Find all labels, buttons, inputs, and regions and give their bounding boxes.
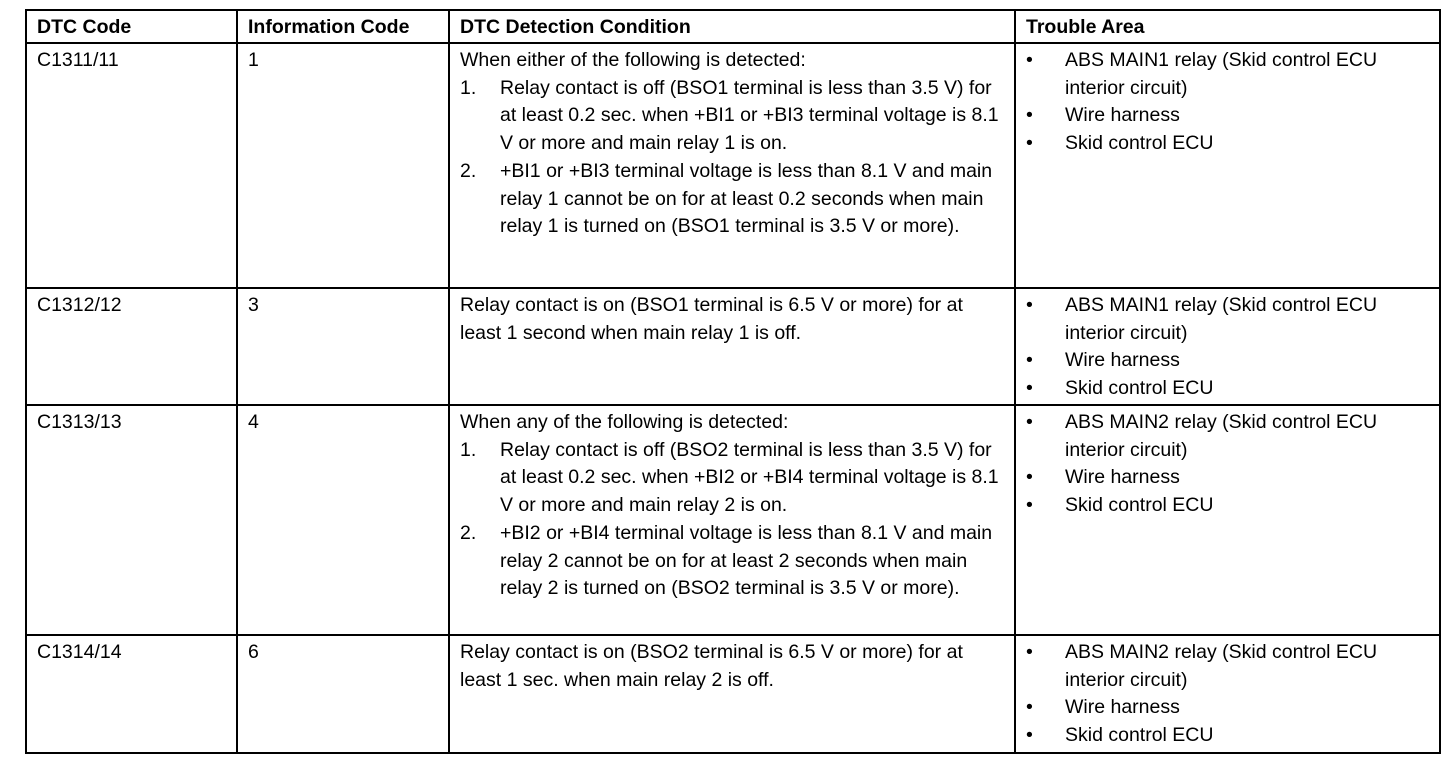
trouble-area-item bbox=[1026, 694, 1431, 722]
condition-item bbox=[460, 75, 1006, 158]
dtc-code-cell: C1313/13 bbox=[26, 405, 237, 635]
information-code-cell: 6 bbox=[237, 635, 449, 753]
trouble-area-item bbox=[1026, 492, 1431, 520]
bullet-icon: • bbox=[1026, 349, 1033, 372]
condition-number: 2. bbox=[460, 521, 477, 544]
condition-number: 1. bbox=[460, 76, 477, 99]
trouble-area-list bbox=[1026, 47, 1431, 158]
detection-condition-cell bbox=[449, 43, 1015, 288]
trouble-area-text: Skid control ECU bbox=[1065, 724, 1214, 747]
trouble-area-item bbox=[1026, 292, 1431, 347]
trouble-area-list bbox=[1026, 409, 1431, 520]
trouble-area-item bbox=[1026, 47, 1431, 102]
condition-lead: Relay contact is on (BSO2 terminal is 6.5 V or more) for at least 1 sec. when main relay 2 is off. bbox=[460, 641, 963, 691]
detection-condition-cell bbox=[449, 288, 1015, 405]
table-row bbox=[26, 288, 1440, 405]
table-row bbox=[26, 405, 1440, 635]
trouble-area-text: Skid control ECU bbox=[1065, 494, 1214, 517]
condition-list bbox=[460, 437, 1006, 603]
trouble-area-list bbox=[1026, 639, 1431, 750]
dtc-code-cell: C1311/11 bbox=[26, 43, 237, 288]
trouble-area-item bbox=[1026, 130, 1431, 158]
dtc-table bbox=[25, 9, 1441, 754]
condition-item bbox=[460, 437, 1006, 520]
table-row bbox=[26, 43, 1440, 288]
condition-number: 2. bbox=[460, 159, 477, 182]
condition-lead: When either of the following is detected: bbox=[460, 49, 806, 71]
condition-item bbox=[460, 520, 1006, 603]
trouble-area-text: Skid control ECU bbox=[1065, 132, 1214, 155]
bullet-icon: • bbox=[1026, 494, 1033, 517]
trouble-area-text: Wire harness bbox=[1065, 696, 1180, 719]
bullet-icon: • bbox=[1026, 104, 1033, 127]
information-code-cell: 1 bbox=[237, 43, 449, 288]
header-trouble-area: Trouble Area bbox=[1015, 10, 1440, 43]
trouble-area-text: ABS MAIN1 relay (Skid control ECU interior circuit) bbox=[1065, 294, 1378, 344]
condition-lead: When any of the following is detected: bbox=[460, 411, 789, 433]
condition-text: Relay contact is off (BSO2 terminal is less than 3.5 V) for at least 0.2 sec. when +BI2 or +BI4 terminal voltage is 8.1 V or more and main relay 2 is on. bbox=[500, 438, 999, 517]
detection-condition-cell bbox=[449, 405, 1015, 635]
header-detection-condition: DTC Detection Condition bbox=[449, 10, 1015, 43]
trouble-area-item bbox=[1026, 639, 1431, 694]
table-header-row bbox=[26, 10, 1440, 43]
trouble-area-cell bbox=[1015, 635, 1440, 753]
header-dtc-code: DTC Code bbox=[26, 10, 237, 43]
condition-number: 1. bbox=[460, 438, 477, 461]
trouble-area-cell bbox=[1015, 288, 1440, 405]
trouble-area-text: Wire harness bbox=[1065, 466, 1180, 489]
dtc-code-cell: C1314/14 bbox=[26, 635, 237, 753]
table-row bbox=[26, 635, 1440, 753]
trouble-area-item bbox=[1026, 722, 1431, 750]
bullet-icon: • bbox=[1026, 294, 1033, 316]
bullet-icon: • bbox=[1026, 411, 1033, 433]
detection-condition-cell bbox=[449, 635, 1015, 753]
bullet-icon: • bbox=[1026, 132, 1033, 155]
trouble-area-text: ABS MAIN2 relay (Skid control ECU interior circuit) bbox=[1065, 411, 1378, 461]
trouble-area-item bbox=[1026, 464, 1431, 492]
trouble-area-cell bbox=[1015, 43, 1440, 288]
trouble-area-text: Wire harness bbox=[1065, 349, 1180, 372]
bullet-icon: • bbox=[1026, 641, 1033, 663]
trouble-area-item bbox=[1026, 375, 1431, 403]
trouble-area-item bbox=[1026, 102, 1431, 130]
dtc-code-cell: C1312/12 bbox=[26, 288, 237, 405]
trouble-area-text: ABS MAIN1 relay (Skid control ECU interior circuit) bbox=[1065, 49, 1378, 99]
bullet-icon: • bbox=[1026, 696, 1033, 719]
condition-list bbox=[460, 75, 1006, 241]
condition-lead: Relay contact is on (BSO1 terminal is 6.5 V or more) for at least 1 second when main relay 1 is off. bbox=[460, 294, 963, 344]
trouble-area-list bbox=[1026, 292, 1431, 403]
condition-text: +BI1 or +BI3 terminal voltage is less than 8.1 V and main relay 1 cannot be on for at least 0.2 seconds when main relay 1 is turned on (BSO1 terminal is 3.5 V or more). bbox=[500, 159, 993, 238]
trouble-area-text: Skid control ECU bbox=[1065, 377, 1214, 400]
trouble-area-item bbox=[1026, 409, 1431, 464]
header-information-code: Information Code bbox=[237, 10, 449, 43]
information-code-cell: 4 bbox=[237, 405, 449, 635]
condition-text: Relay contact is off (BSO1 terminal is less than 3.5 V) for at least 0.2 sec. when +BI1 or +BI3 terminal voltage is 8.1 V or more and main relay 1 is on. bbox=[500, 76, 999, 155]
trouble-area-text: Wire harness bbox=[1065, 104, 1180, 127]
bullet-icon: • bbox=[1026, 466, 1033, 489]
information-code-cell: 3 bbox=[237, 288, 449, 405]
bullet-icon: • bbox=[1026, 49, 1033, 71]
trouble-area-text: ABS MAIN2 relay (Skid control ECU interior circuit) bbox=[1065, 641, 1378, 691]
condition-item bbox=[460, 158, 1006, 241]
trouble-area-cell bbox=[1015, 405, 1440, 635]
bullet-icon: • bbox=[1026, 377, 1033, 400]
condition-text: +BI2 or +BI4 terminal voltage is less than 8.1 V and main relay 2 cannot be on for at least 2 seconds when main relay 2 is turned on (BSO2 terminal is 3.5 V or more). bbox=[500, 521, 993, 600]
bullet-icon: • bbox=[1026, 724, 1033, 747]
trouble-area-item bbox=[1026, 347, 1431, 375]
